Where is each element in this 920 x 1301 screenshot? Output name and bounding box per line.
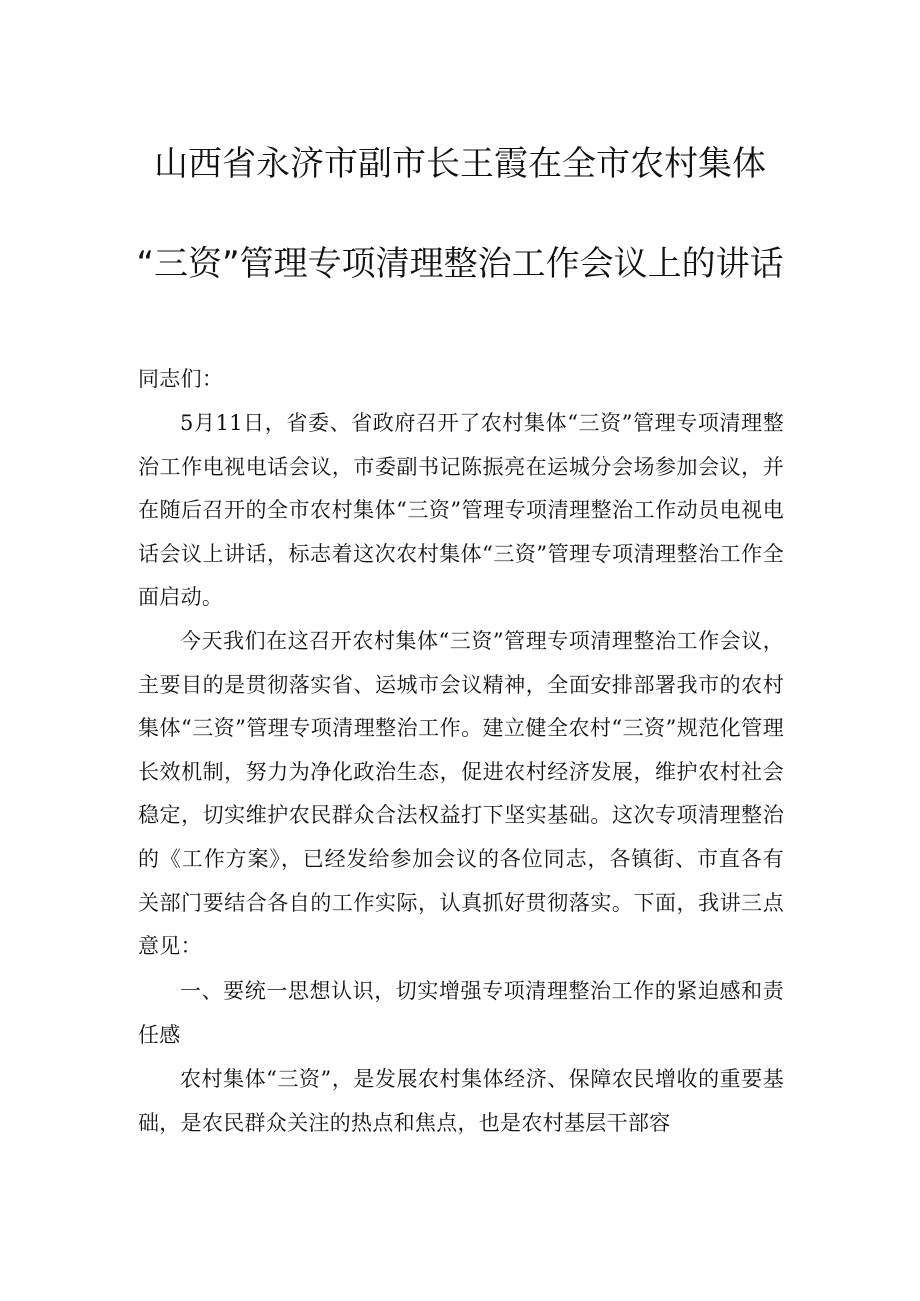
document-title-line-1: 山西省永济市副市长王霞在全市农村集体 (154, 144, 766, 184)
salutation: 同志们： (138, 367, 224, 391)
document-title-line-2: “三资”管理专项清理整治工作会议上的讲话 (136, 244, 784, 284)
paragraph-2: 今天我们在这召开农村集体“三资”管理专项清理整治工作会议，主要目的是贯彻落实省、运城市会议精神，全面安排部署我市的农村集体“三资”管理专项清理整治工作。建立健全农村“三资”规范化管理长效机制，努力为净化政治生态，促进农村经济发展，维护农村社会稳定，切实维护农民群众合法权益打下坚实基础。这次专项清理整治的《工作方案》，已经发给参加会议的各位同志，各镇街、市直各有关部门要结合各自的工作实际，认真抓好贯彻落实。下面，我讲三点意见： (138, 629, 784, 959)
section-heading-1: 一、要统一思想认识，切实增强专项清理整治工作的紧迫感和责任感 (138, 979, 784, 1047)
paragraph-1: 5月11日，省委、省政府召开了农村集体“三资”管理专项清理整治工作电视电话会议，市委副书记陈振亮在运城分会场参加会议，并在随后召开的全市农村集体“三资”管理专项清理整治工作动员电视电话会议上讲话，标志着这次农村集体“三资”管理专项清理整治工作全面启动。 (138, 411, 784, 610)
paragraph-3: 农村集体“三资”，是发展农村集体经济、保障农民增收的重要基础，是农民群众关注的热点和焦点，也是农村基层干部容 (138, 1067, 784, 1135)
